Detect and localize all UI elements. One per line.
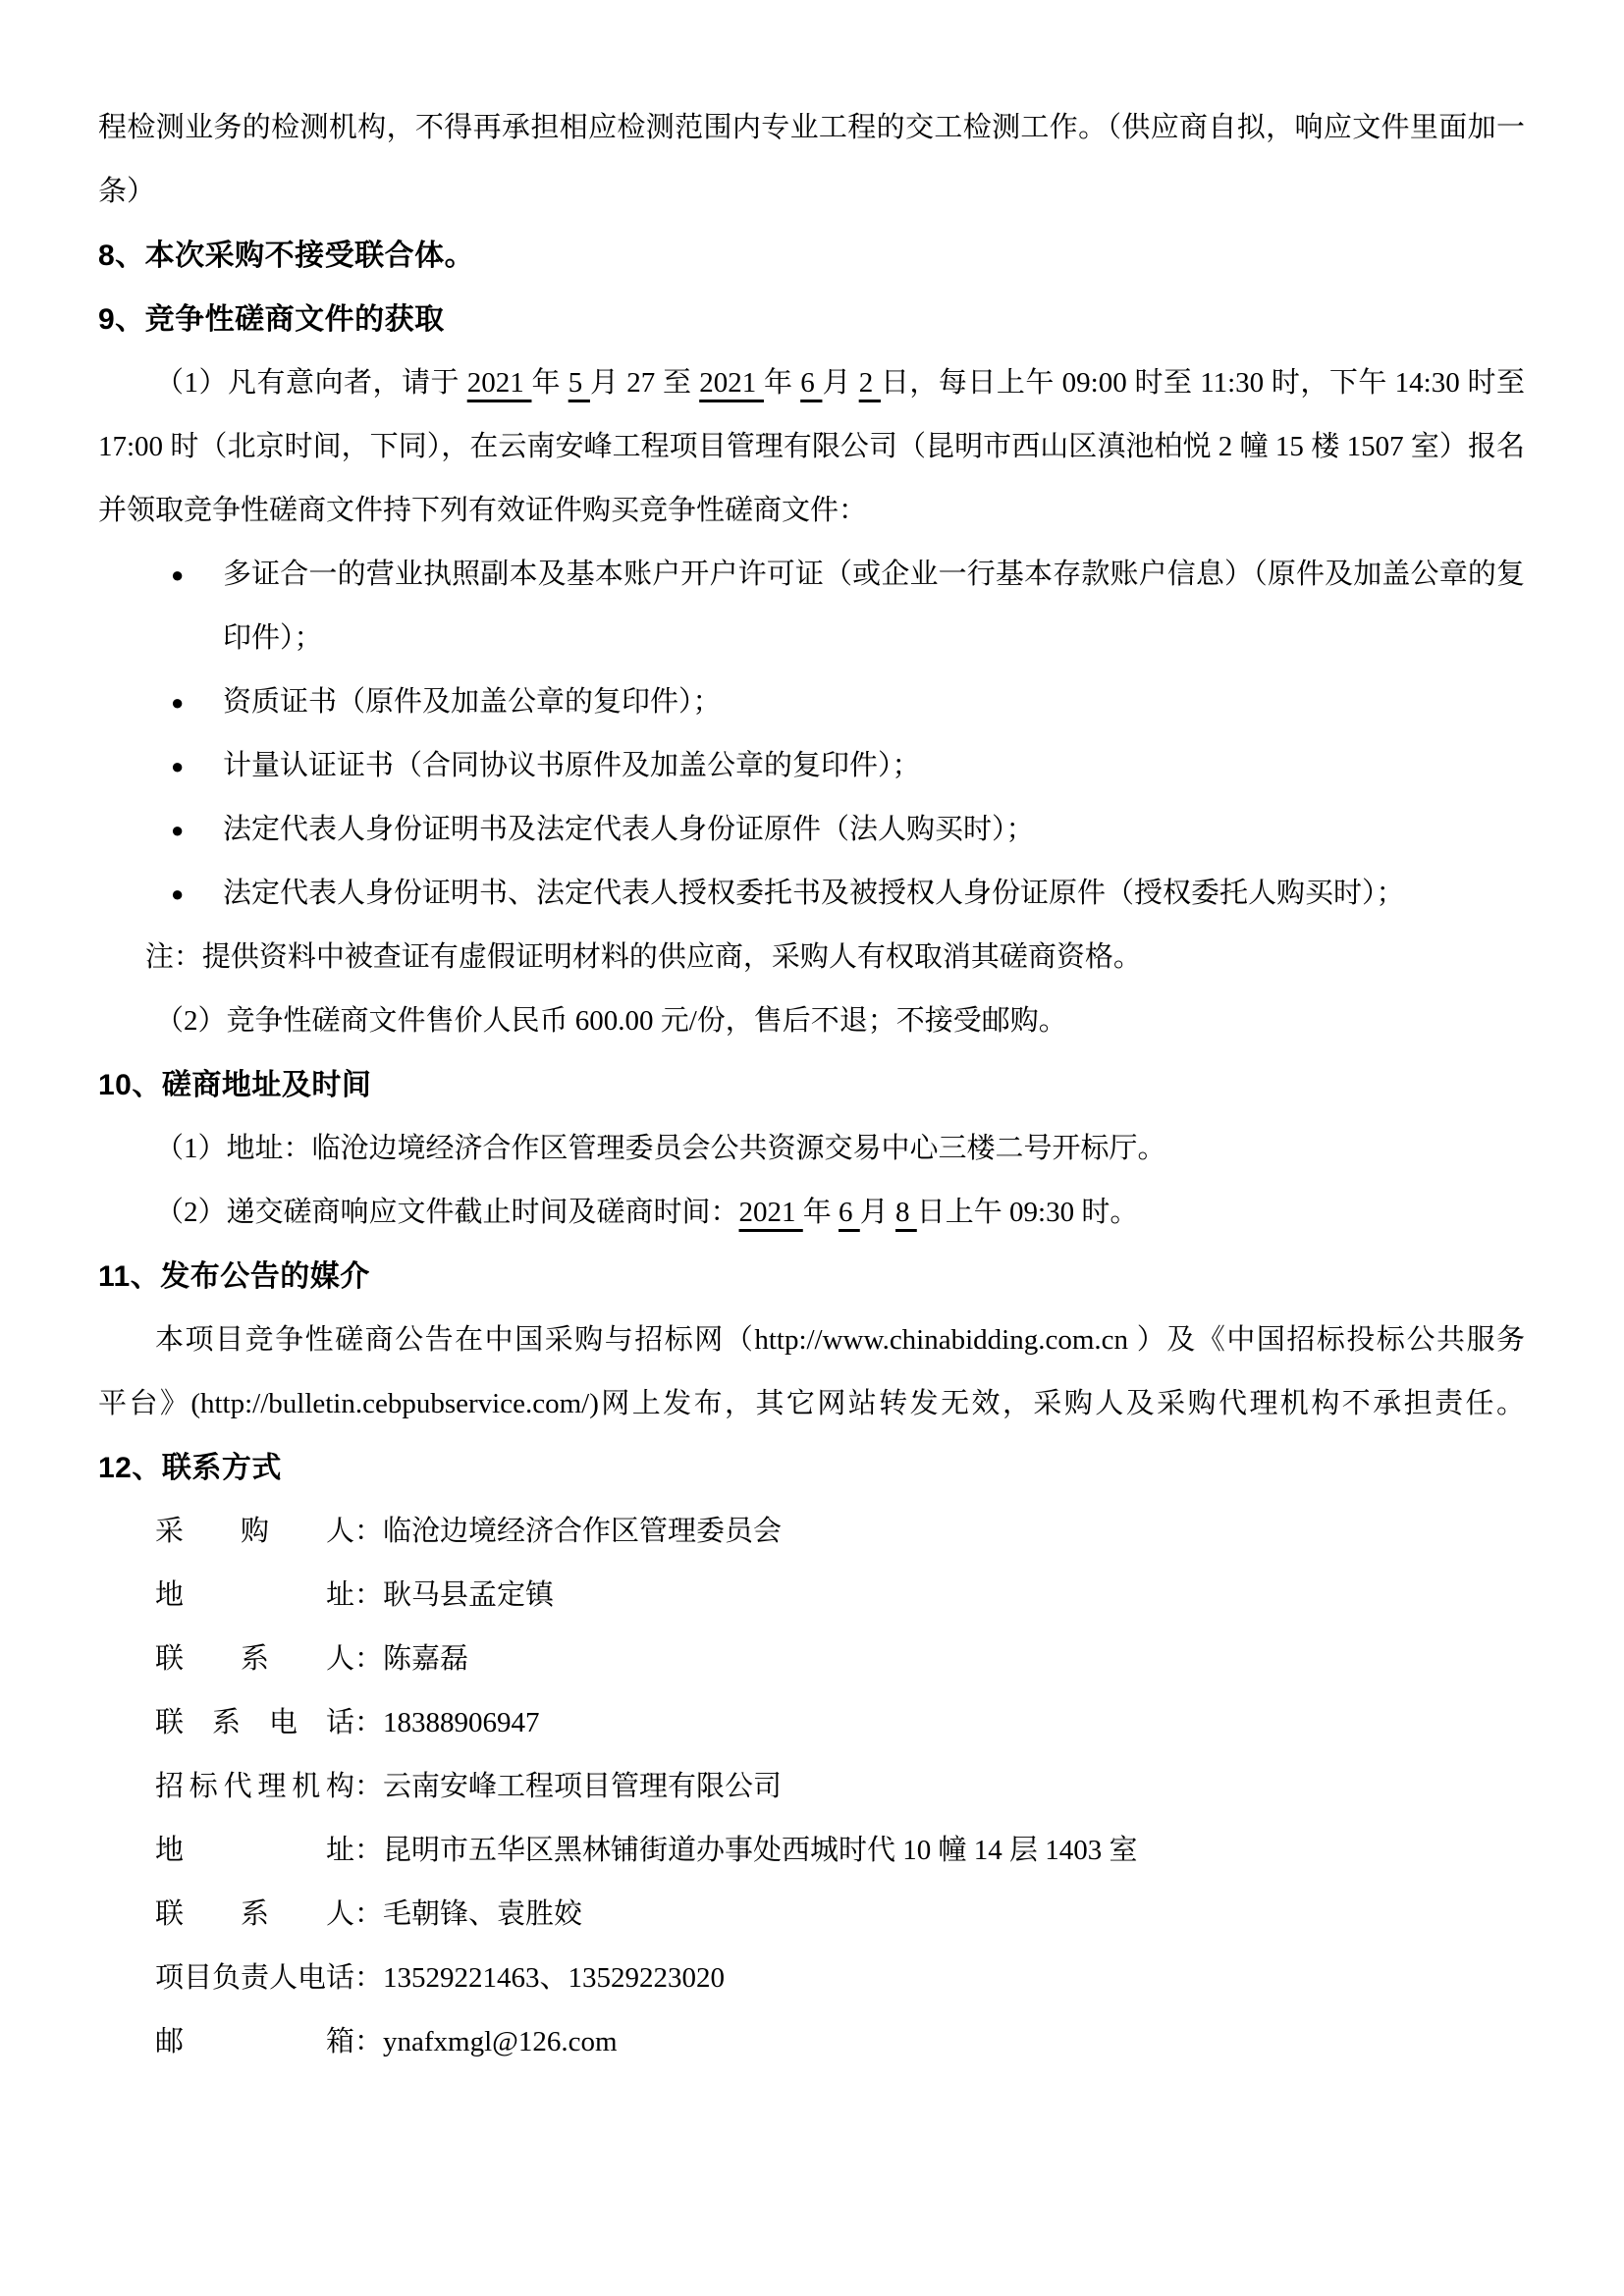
- purchaser-address-row: [98, 1564, 1525, 1628]
- contact-separator: ：: [354, 1643, 384, 1675]
- text-run: 资质证书（原件及加盖公章的复印件）；: [223, 686, 722, 718]
- text-run: 年: [763, 367, 801, 399]
- document-lines: [98, 96, 1525, 2074]
- contact-label: 招标代理机构: [155, 1771, 354, 1802]
- text-run: 9、竞争性磋商文件的获取: [98, 303, 445, 336]
- contact-value: 耿马县孟定镇: [383, 1579, 555, 1611]
- document-line: [98, 479, 1525, 543]
- project-phone-row: [98, 1947, 1525, 2010]
- contact-value: 昆明市五华区黑林铺街道办事处西城时代 10 幢 14 层 1403 室: [383, 1835, 1138, 1866]
- document-line: [98, 798, 1525, 862]
- contact-value: 陈嘉磊: [383, 1643, 469, 1675]
- agency-row: [98, 1755, 1525, 1819]
- text-run: （1）凡有意向者，请于: [155, 367, 467, 399]
- text-run: （2）竞争性磋商文件售价人民币 600.00 元/份，售后不退；不接受邮购。: [155, 1005, 1067, 1037]
- email-row: [98, 2010, 1525, 2074]
- contact-value: 13529221463、13529223020: [383, 1962, 726, 1994]
- text-run: 年: [531, 367, 568, 399]
- contact-label: 地址: [155, 1579, 354, 1611]
- underlined-text: 8: [895, 1197, 917, 1228]
- document-line: [98, 1372, 1525, 1436]
- contact-separator: ：: [354, 1962, 384, 1994]
- contact-value: 临沧边境经济合作区管理委员会: [383, 1516, 783, 1547]
- text-run: 月: [822, 367, 859, 399]
- underlined-text: 6: [800, 367, 823, 399]
- contact-label: 项目负责人电话: [155, 1962, 355, 1994]
- document-line: [98, 96, 1525, 160]
- text-run: 程检测业务的检测机构，不得再承担相应检测范围内专业工程的交工检测工作。（供应商自拟，响应文件里面加一: [98, 112, 1525, 143]
- text-run: 法定代表人身份证明书、法定代表人授权委托书及被授权人身份证原件（授权委托人购买时）；: [223, 878, 1405, 909]
- section-9-heading: [98, 288, 1525, 351]
- text-run: 月: [859, 1197, 896, 1228]
- section-10-heading: [98, 1053, 1525, 1117]
- purchaser-row: [98, 1500, 1525, 1564]
- text-run: 印件）；: [223, 622, 323, 654]
- contact-label: 联系电话: [155, 1707, 354, 1738]
- text-run: 8、本次采购不接受联合体。: [98, 240, 475, 272]
- contact-label: 联系人: [155, 1898, 354, 1930]
- contact-label: 联系人: [155, 1643, 354, 1675]
- text-run: （1）地址：临沧边境经济合作区管理委员会公共资源交易中心三楼二号开标厅。: [155, 1133, 1166, 1164]
- underlined-text: 2021: [738, 1197, 803, 1228]
- text-run: 11、发布公告的媒介: [98, 1260, 370, 1293]
- bullet-icon: ●: [171, 881, 185, 906]
- section-8-heading: [98, 224, 1525, 288]
- text-run: 条）: [98, 176, 156, 207]
- text-run: 17:00 时（北京时间，下同），在云南安峰工程项目管理有限公司（昆明市西山区滇池柏悦 2 幢 15 楼 1507 室）报名: [98, 431, 1525, 462]
- contact-separator: ：: [354, 1579, 384, 1611]
- contact-value: ynafxmgl@126.com: [383, 2026, 618, 2057]
- contact-label: 采购人: [155, 1516, 354, 1547]
- contact-value: 云南安峰工程项目管理有限公司: [383, 1771, 783, 1802]
- text-run: 日，每日上午 09:00 时至 11:30 时，下午 14:30 时至: [880, 367, 1525, 399]
- document-line: [98, 989, 1525, 1053]
- text-run: 注：提供资料中被查证有虚假证明材料的供应商，采购人有权取消其磋商资格。: [144, 941, 1142, 973]
- purchaser-phone-row: [98, 1691, 1525, 1755]
- text-run: 平台》(http://bulletin.cebpubservice.com/)网上发布，其它网站转发无效，采购人及采购代理机构不承担责任。: [98, 1388, 1525, 1419]
- contact-label: 地址: [155, 1835, 354, 1866]
- document-line: [98, 926, 1525, 989]
- text-run: 12、联系方式: [98, 1452, 282, 1484]
- text-run: 计量认证证书（合同协议书原件及加盖公章的复印件）；: [223, 750, 921, 781]
- text-run: 并领取竞争性磋商文件持下列有效证件购买竞争性磋商文件：: [98, 495, 868, 526]
- underlined-text: 2021: [466, 367, 532, 399]
- document-line: [98, 1181, 1525, 1245]
- text-run: 年: [802, 1197, 839, 1228]
- text-run: 10、磋商地址及时间: [98, 1069, 372, 1101]
- document-line: [98, 734, 1525, 798]
- contact-separator: ：: [354, 2026, 384, 2057]
- document-line: [98, 607, 1525, 670]
- underlined-text: 2021: [699, 367, 764, 399]
- contact-label: 邮箱: [155, 2026, 354, 2057]
- underlined-text: 5: [568, 367, 590, 399]
- document-line: [98, 1117, 1525, 1181]
- bullet-icon: ●: [171, 690, 185, 715]
- section-11-heading: [98, 1245, 1525, 1308]
- bullet-icon: ●: [171, 562, 185, 587]
- text-run: 本项目竞争性磋商公告在中国采购与招标网（http://www.chinabidding.com.cn ）及《中国招标投标公共服务: [155, 1324, 1525, 1356]
- document-line: [98, 415, 1525, 479]
- document-line: [98, 1308, 1525, 1372]
- document-line: [98, 862, 1525, 926]
- purchaser-contact-row: [98, 1628, 1525, 1691]
- underlined-text: 2: [858, 367, 881, 399]
- document-line: [98, 351, 1525, 415]
- contact-separator: ：: [354, 1835, 384, 1866]
- text-run: 日上午 09:30 时。: [916, 1197, 1139, 1228]
- contact-separator: ：: [354, 1771, 384, 1802]
- contact-separator: ：: [354, 1898, 384, 1930]
- document-line: [98, 543, 1525, 607]
- text-run: 法定代表人身份证明书及法定代表人身份证原件（法人购买时）；: [223, 814, 1035, 845]
- contact-separator: ：: [354, 1516, 384, 1547]
- text-run: 月 27 至: [589, 367, 700, 399]
- section-12-heading: [98, 1436, 1525, 1500]
- document-line: [98, 160, 1525, 224]
- text-run: （2）递交磋商响应文件截止时间及磋商时间：: [155, 1197, 739, 1228]
- agency-contact-row: [98, 1883, 1525, 1947]
- contact-value: 18388906947: [383, 1707, 540, 1738]
- contact-separator: ：: [354, 1707, 384, 1738]
- contact-value: 毛朝锋、袁胜姣: [383, 1898, 583, 1930]
- document-line: [98, 670, 1525, 734]
- agency-address-row: [98, 1819, 1525, 1883]
- bullet-icon: ●: [171, 754, 185, 778]
- bullet-icon: ●: [171, 818, 185, 842]
- text-run: 多证合一的营业执照副本及基本账户开户许可证（或企业一行基本存款账户信息）（原件及加盖公章的复: [223, 559, 1525, 590]
- underlined-text: 6: [839, 1197, 860, 1228]
